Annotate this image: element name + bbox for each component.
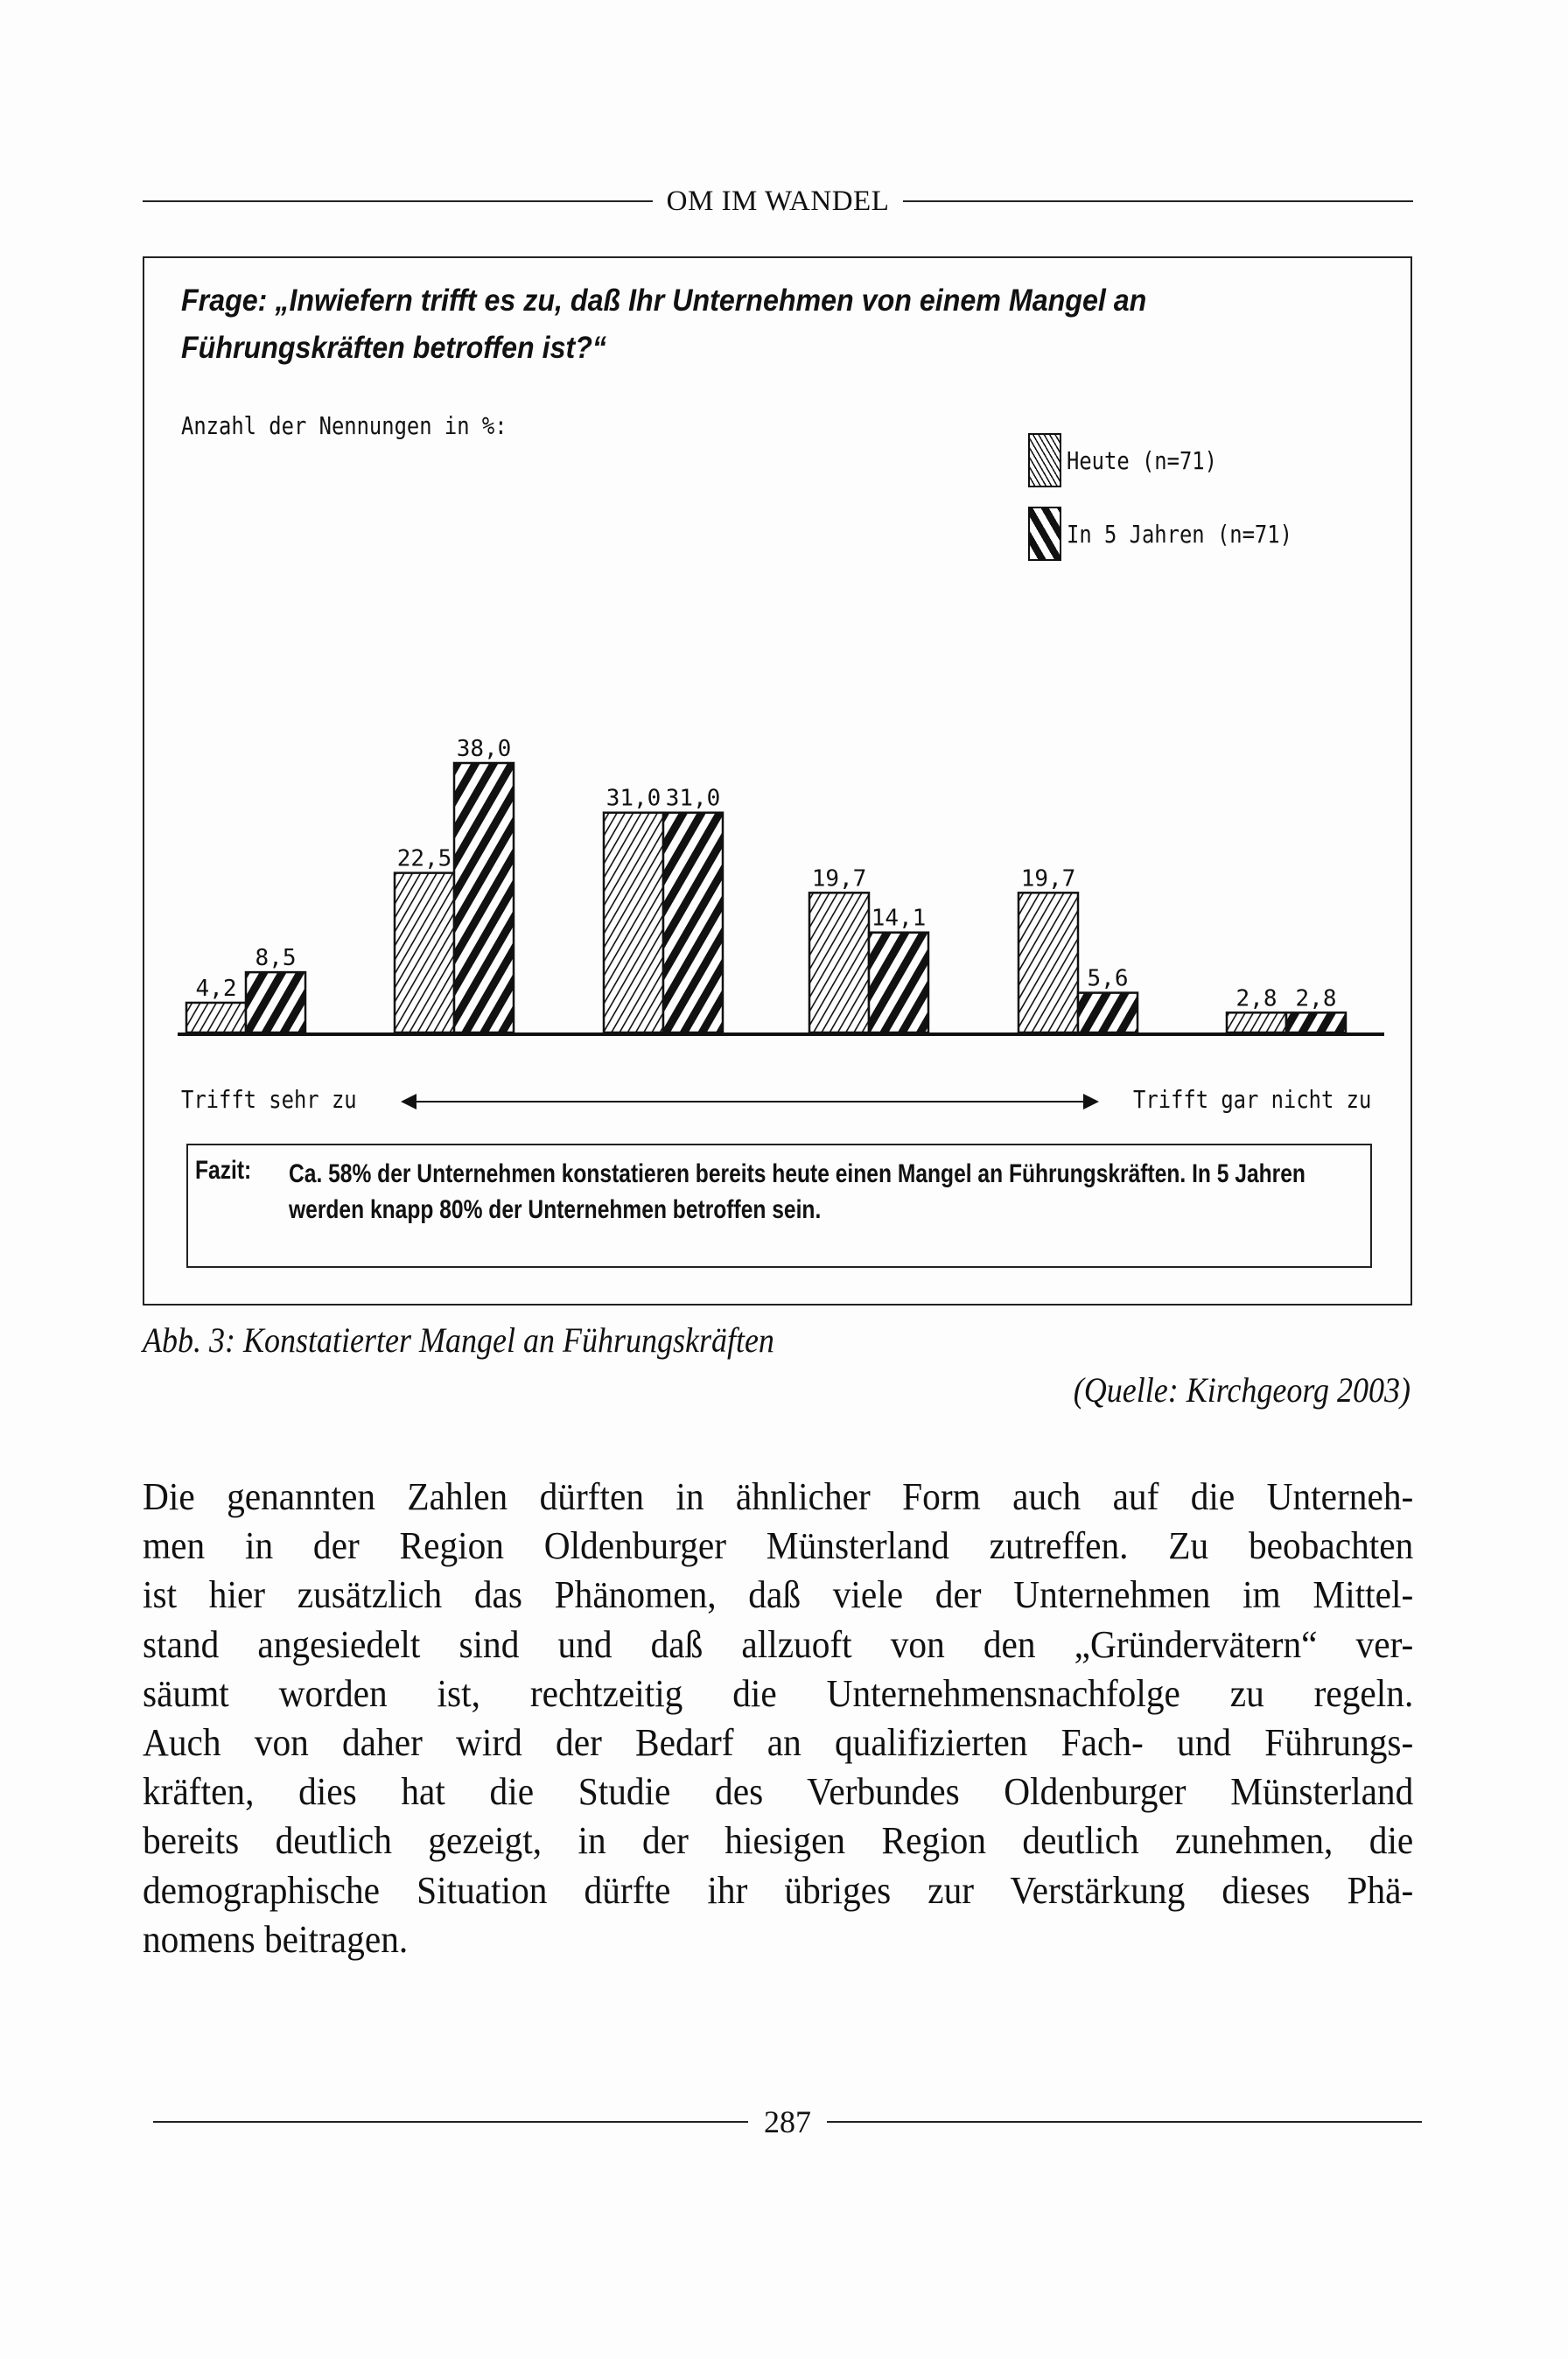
bar-value-label: 14,1 xyxy=(871,905,927,932)
figure-caption: Abb. 3: Konstatierter Mangel an Führungskräften xyxy=(143,1320,774,1360)
body-line: Auch von daher wird der Bedarf an qualifizierten Fach- und Führungs- xyxy=(143,1720,1414,1764)
body-line: Die genannten Zahlen dürften in ähnlicher Form auch auf die Unterneh- xyxy=(143,1475,1414,1518)
bar-group xyxy=(186,763,1346,1032)
legend-item-5-jahre xyxy=(1028,507,1332,561)
y-axis-label: Anzahl der Nennungen in %: xyxy=(181,411,508,440)
bar-value-label: 8,5 xyxy=(255,945,297,972)
bar-in-5-jahren xyxy=(454,763,514,1032)
bar-value-label: 38,0 xyxy=(456,736,512,762)
figure-box xyxy=(143,256,1412,1306)
bar-heute xyxy=(604,813,663,1032)
axis-scale xyxy=(181,1085,1371,1120)
bar-value-label: 4,2 xyxy=(195,975,237,1002)
header-rule-right xyxy=(903,200,1413,202)
body-line: bereits deutlich gezeigt, in der hiesigen Region deutlich zunehmen, die xyxy=(143,1819,1414,1863)
conclusion-label: Fazit: xyxy=(195,1156,252,1185)
running-head-title: OM IM WANDEL xyxy=(666,185,890,217)
survey-question: Frage: „Inwiefern trifft es zu, daß Ihr Unternehmen von einem Mangel an Führungskräften betroffen ist?“ xyxy=(181,284,1147,365)
header-rule-left xyxy=(143,200,653,202)
body-paragraph xyxy=(143,1473,1413,1964)
body-line: ist hier zusätzlich das Phänomen, daß viele der Unternehmen im Mittel- xyxy=(143,1573,1414,1617)
footer-rule-right xyxy=(827,2121,1422,2123)
legend-label: In 5 Jahren (n=71) xyxy=(1067,519,1292,549)
legend-item-heute xyxy=(1028,433,1243,487)
bar-value-label: 31,0 xyxy=(665,785,721,812)
page-number: 287 xyxy=(764,2104,811,2139)
bar-value-label: 19,7 xyxy=(811,865,867,892)
body-line: nomens beitragen. xyxy=(143,1917,409,1961)
double-arrow-icon xyxy=(404,1101,1096,1102)
body-line: demographische Situation dürfte ihr übriges zur Verstärkung dieses Phä- xyxy=(143,1868,1414,1912)
bar-heute xyxy=(186,1003,246,1032)
body-line: säumt worden ist, rechtzeitig die Unternehmensnachfolge zu regeln. xyxy=(143,1671,1414,1715)
bar-in-5-jahren xyxy=(1286,1012,1346,1032)
bar-in-5-jahren xyxy=(246,972,305,1032)
bar-value-label: 31,0 xyxy=(606,785,662,812)
bar-in-5-jahren xyxy=(663,813,723,1032)
legend-label: Heute (n=71) xyxy=(1067,445,1217,475)
value-labels xyxy=(196,736,1337,1012)
conclusion-box xyxy=(186,1144,1372,1268)
bold-hatch-swatch-icon xyxy=(1028,507,1061,561)
bar-value-label: 22,5 xyxy=(396,845,452,872)
bar-in-5-jahren xyxy=(1078,993,1138,1032)
body-line: stand angesiedelt sind und daß allzuoft von den „Gründervätern“ ver- xyxy=(143,1622,1414,1666)
bar-value-label: 5,6 xyxy=(1087,965,1129,992)
running-head xyxy=(143,184,1413,219)
page-footer xyxy=(153,2100,1422,2144)
bar-heute xyxy=(395,873,454,1032)
fine-hatch-swatch-icon xyxy=(1028,433,1061,487)
bar-heute xyxy=(1227,1012,1286,1032)
bar-value-label: 2,8 xyxy=(1295,985,1337,1012)
bar-value-label: 2,8 xyxy=(1236,985,1278,1012)
bar-in-5-jahren xyxy=(869,933,928,1032)
body-line: men in der Region Oldenburger Münsterland zutreffen. Zu beobachten xyxy=(143,1524,1414,1568)
axis-label-left: Trifft sehr zu xyxy=(181,1085,357,1114)
bar-heute xyxy=(809,892,869,1032)
bar-heute xyxy=(1018,892,1078,1032)
conclusion-text: Ca. 58% der Unternehmen konstatieren bereits heute einen Mangel an Führungskräften. In 5 Jahren werden knapp 80% der Unternehmen betroffen sein. xyxy=(289,1159,1306,1224)
axis-label-right: Trifft gar nicht zu xyxy=(1132,1085,1371,1114)
bar-value-label: 19,7 xyxy=(1020,865,1076,892)
body-line: kräften, dies hat die Studie des Verbundes Oldenburger Münsterland xyxy=(143,1770,1414,1814)
footer-rule-left xyxy=(153,2121,748,2123)
figure-source: (Quelle: Kirchgeorg 2003) xyxy=(1073,1370,1410,1410)
